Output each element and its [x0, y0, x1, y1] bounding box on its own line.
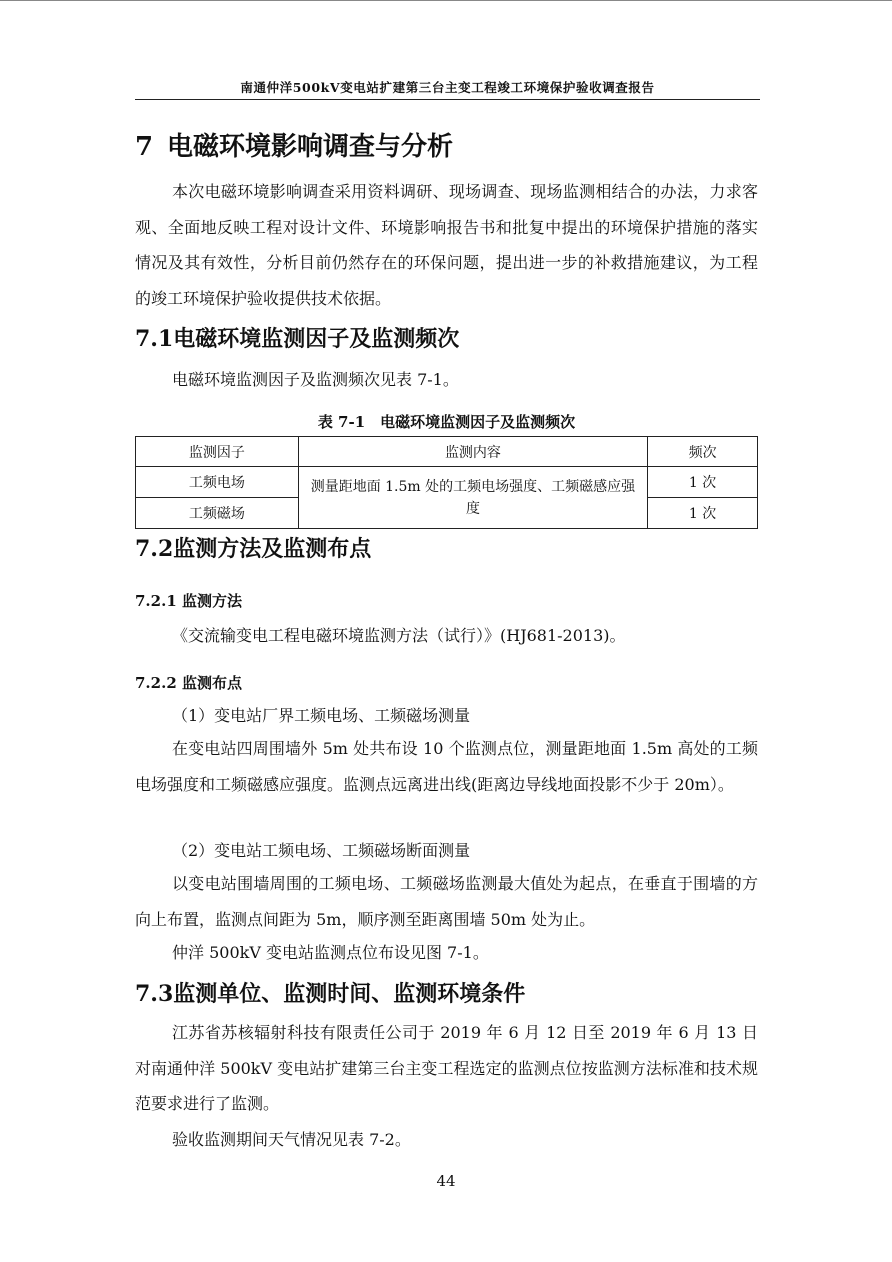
- layout-item-1-text: 在变电站四周围墙外 5m 处共布设 10 个监测点位，测量距地面 1.5m 高处的工频电场强度和工频磁感应强度。监测点远离进出线(距离边导线地面投影不少于 20m）。: [135, 739, 758, 794]
- section-7-2-heading: 7.2监测方法及监测布点: [135, 536, 372, 562]
- chapter-number: 7: [135, 132, 154, 162]
- page-number: 44: [436, 1172, 456, 1190]
- subsection-7-2-1-heading: 7.2.1 监测方法: [135, 592, 242, 610]
- frequency-cell: 1 次: [648, 467, 758, 498]
- chapter-title: 电磁环境影响调查与分析: [167, 132, 454, 162]
- section-7-1-text: 电磁环境监测因子及监测频次见表 7-1。: [172, 370, 459, 389]
- table-header-cell: 频次: [648, 437, 758, 467]
- section-7-1-heading: 7.1电磁环境监测因子及监测频次: [135, 326, 460, 352]
- table-header-cell: 监测因子: [136, 437, 299, 467]
- chapter-intro-paragraph: 本次电磁环境影响调查采用资料调研、现场调查、现场监测相结合的办法，力求客观、全面地反映工程对设计文件、环境影响报告书和批复中提出的环境保护措施的落实情况及其有效性，分析目前仍然存在的环保问题，提出进一步的补救措施建议，为工程的竣工环境保护验收提供技术依据。: [135, 182, 758, 308]
- factor-cell: 工频磁场: [136, 498, 299, 529]
- layout-item-1-title: （1）变电站厂界工频电场、工频磁场测量: [172, 706, 471, 725]
- running-header: 南通仲洋500kV变电站扩建第三台主变工程竣工环境保护验收调查报告: [240, 80, 655, 95]
- table-row: [136, 467, 758, 498]
- section-7-3-weather-reference: 验收监测期间天气情况见表 7-2。: [172, 1130, 411, 1149]
- subsection-7-2-1-text: 《交流输变电工程电磁环境监测方法（试行）》(HJ681-2013)。: [172, 626, 626, 645]
- content-cell: 测量距地面 1.5m 处的工频电场强度、工频磁感应强度: [298, 467, 647, 529]
- table-header-row: [136, 437, 758, 467]
- subsection-7-2-2-heading: 7.2.2 监测布点: [135, 674, 242, 692]
- factor-cell: 工频电场: [136, 467, 299, 498]
- layout-item-2-text: 以变电站围墙周围的工频电场、工频磁场监测最大值处为起点，在垂直于围墙的方向上布置，监测点间距为 5m，顺序测至距离围墙 50m 处为止。: [135, 874, 758, 929]
- table-7-1-caption: 表 7-1 电磁环境监测因子及监测频次: [317, 413, 576, 431]
- section-7-3-heading: 7.3监测单位、监测时间、监测环境条件: [135, 981, 526, 1007]
- chapter-heading: [135, 126, 453, 163]
- layout-item-2-title: （2）变电站工频电场、工频磁场断面测量: [172, 841, 471, 860]
- frequency-cell: 1 次: [648, 498, 758, 529]
- layout-figure-reference: 仲洋 500kV 变电站监测点位布设见图 7-1。: [172, 943, 489, 962]
- section-7-3-text: 江苏省苏核辐射科技有限责任公司于 2019 年 6 月 12 日至 2019 年 6 月 13 日对南通仲洋 500kV 变电站扩建第三台主变工程选定的监测点位按监测方法标准和技术规范要求进行了监测。: [135, 1023, 758, 1113]
- table-7-1: [135, 436, 758, 529]
- top-edge-line: [0, 0, 892, 1]
- header-rule: [135, 99, 760, 100]
- table-header-cell: 监测内容: [298, 437, 647, 467]
